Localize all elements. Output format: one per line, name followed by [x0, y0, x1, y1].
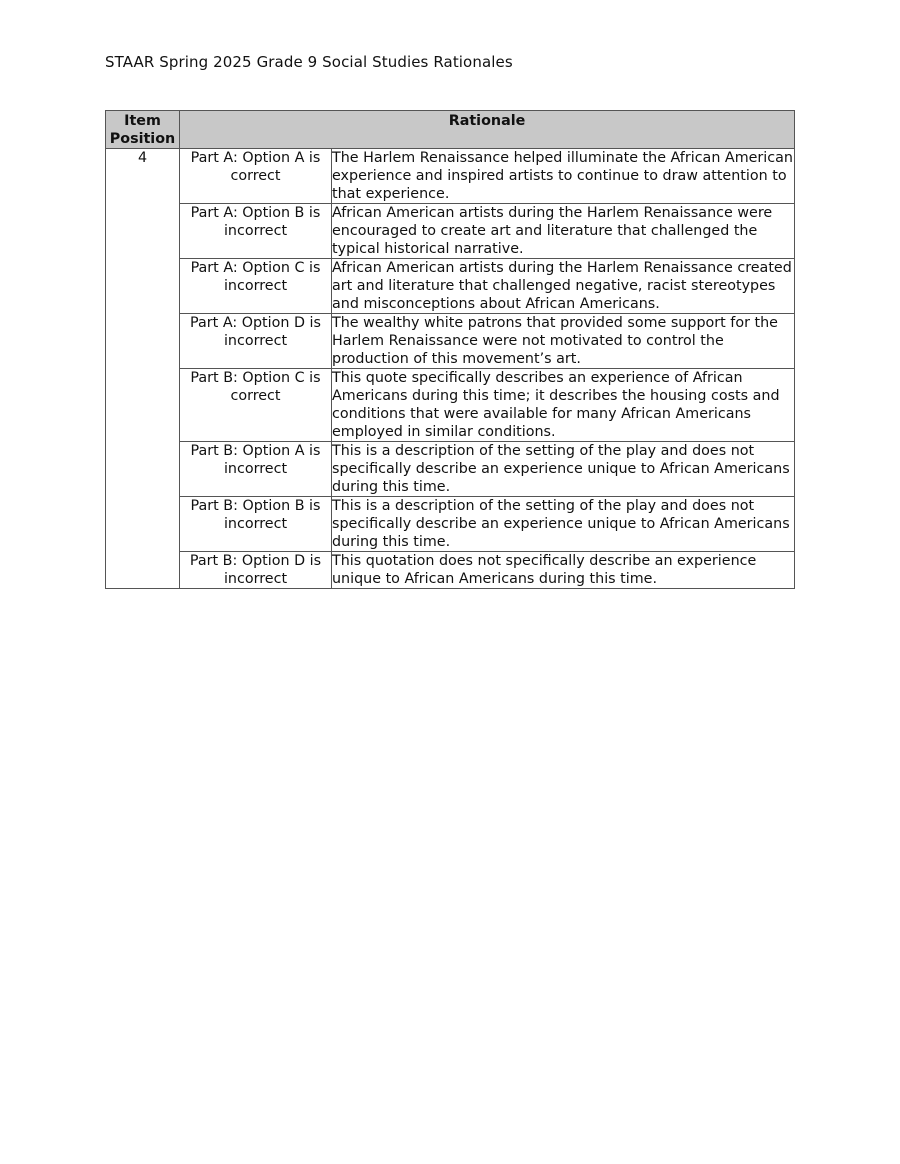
item-position-cell: 4	[106, 149, 180, 589]
table-row	[106, 369, 795, 442]
option-cell: Part A: Option D is incorrect	[180, 314, 332, 369]
rationale-cell: This is a description of the setting of the play and does not specifically describe an experience unique to African Americans during this time.	[332, 442, 795, 497]
table-row	[106, 497, 795, 552]
rationale-cell: African American artists during the Harlem Renaissance created art and literature that challenged negative, racist stereotypes and misconceptions about African Americans.	[332, 259, 795, 314]
rationale-cell: The wealthy white patrons that provided some support for the Harlem Renaissance were not motivated to control the production of this movement’s art.	[332, 314, 795, 369]
rationale-cell: This quote specifically describes an experience of African Americans during this time; it describes the housing costs and conditions that were available for many African Americans employed in similar conditions.	[332, 369, 795, 442]
option-cell: Part B: Option A is incorrect	[180, 442, 332, 497]
table-row	[106, 204, 795, 259]
table-row	[106, 442, 795, 497]
table-row	[106, 149, 795, 204]
option-cell: Part A: Option B is incorrect	[180, 204, 332, 259]
rationale-table	[105, 110, 795, 589]
table-row	[106, 552, 795, 589]
rationale-cell: This is a description of the setting of the play and does not specifically describe an experience unique to African Americans during this time.	[332, 497, 795, 552]
option-cell: Part A: Option C is incorrect	[180, 259, 332, 314]
option-cell: Part B: Option C is correct	[180, 369, 332, 442]
rationale-cell: The Harlem Renaissance helped illuminate the African American experience and inspired artists to continue to draw attention to that experience.	[332, 150, 793, 202]
page-header: STAAR Spring 2025 Grade 9 Social Studies Rationales	[105, 53, 513, 71]
rationale-cell: African American artists during the Harlem Renaissance were encouraged to create art and literature that challenged the typical historical narrative.	[332, 204, 795, 259]
column-header-item-position: Item Position	[106, 111, 180, 149]
column-header-rationale: Rationale	[180, 111, 795, 149]
table-row	[106, 259, 795, 314]
option-cell: Part B: Option D is incorrect	[180, 552, 332, 589]
table-row	[106, 314, 795, 369]
table-header-row	[106, 111, 795, 149]
option-cell: Part B: Option B is incorrect	[180, 497, 332, 552]
option-cell: Part A: Option A is correct	[180, 149, 332, 204]
rationale-cell: This quotation does not specifically describe an experience unique to African Americans during this time.	[332, 552, 795, 589]
